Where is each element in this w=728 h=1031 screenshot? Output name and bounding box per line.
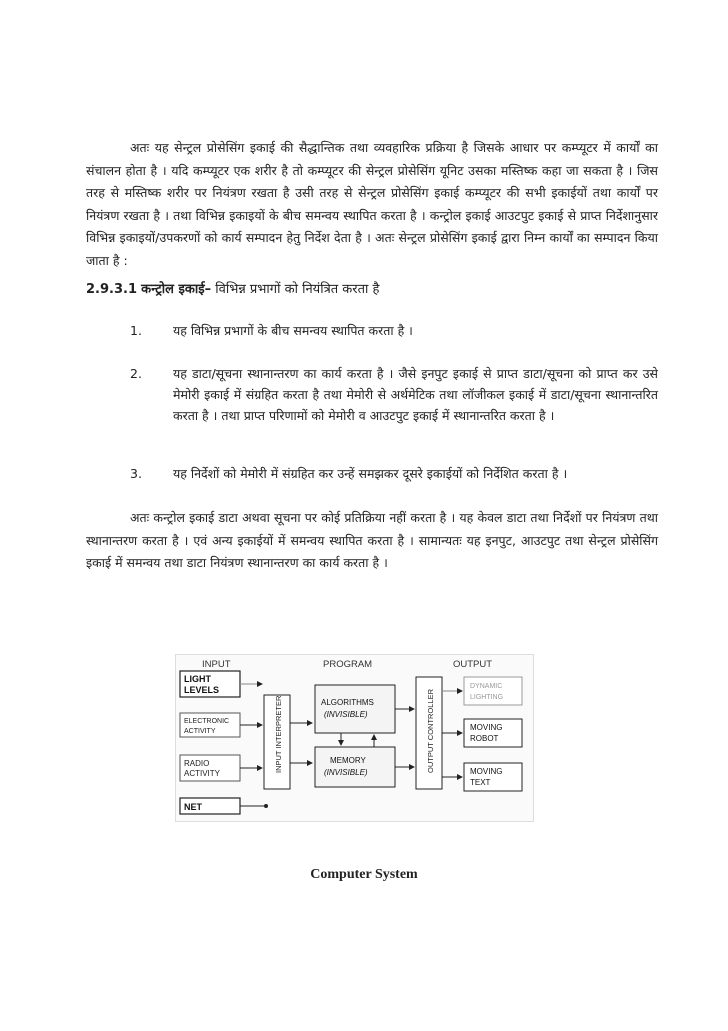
intro-paragraph: अतः यह सेन्ट्रल प्रोसेसिंग इकाई की सैद्धान्तिक तथा व्यवहारिक प्रक्रिया है जिसके आधार पर कम्प्यूटर में कार्यों का संचालन होता है । यदि कम्प्यूटर एक शरीर है तो कम्प्यूटर की सेन्ट्रल प्रोसेसिंग यूनिट उसका मस्तिष्क कहा जा सकता है । जिस तरह से मस्तिष्क शरीर पर नियंत्रण रखता है उसी तरह से सेन्ट्रल प्रोसेसिंग इकाई कम्प्यूटर की सभी इकाईयों तथा कार्यों पर नियंत्रण रखता है । तथा विभिन्न इकाइयों के बीच समन्वय स्थापित करता है । कन्ट्रोल इकाई आउटपुट इकाई से प्राप्त निर्देशानुसार विभिन्न इकाइयों/उपकरणों को कार्य सम्पादन हेतु निर्देश देता है । अतः सेन्ट्रल प्रोसेसिंग इकाई द्वारा निम्न कार्यों का सम्पादन किया जाता है :: [86, 140, 658, 268]
list-item: [130, 320, 658, 341]
list-text: यह डाटा/सूचना स्थानान्तरण का कार्य करता है । जैसे इनपुट इकाई से प्राप्त डाटा/सूचना को प्राप्त कर उसे मेमोरी इकाई में संग्रहित करता है तथा मेमोरी से अर्थमेटिक तथा लॉजीकल इकाई में डाटा/सूचना स्थानान्तरित करता है । तथा प्राप्त परिणामों को मेमोरी व आउटपुट इकाई में स्थानान्तरित करता है ।: [173, 366, 658, 423]
section-number: 2.9.3.1: [86, 282, 137, 297]
algorithms-box: [315, 685, 395, 733]
closing-paragraph: अतः कन्ट्रोल इकाई डाटा अथवा सूचना पर कोई प्रतिक्रिया नहीं करता है । यह केवल डाटा तथा निर्देशों पर नियंत्रण तथा स्थानान्तरण करता है । एवं अन्य इकाईयों में समन्वय स्थापित करता है । सामान्यतः यह इनपुट, आउटपुट तथा सेन्ट्रल प्रोसेसिंग इकाई में समन्वय तथा डाटा नियंत्रण स्थानान्तरण का कार्य करता है ।: [86, 510, 658, 570]
list-item: [130, 363, 658, 426]
section-title: कन्ट्रोल इकाई–: [141, 282, 212, 297]
header-output: OUTPUT: [453, 659, 493, 670]
output-label: TEXT: [470, 778, 491, 787]
output-label: MOVING: [470, 723, 503, 732]
input-label: RADIO: [184, 759, 210, 768]
memory-box: [315, 747, 395, 787]
input-label: ELECTRONIC: [184, 718, 230, 725]
figure-caption: Computer System: [310, 867, 418, 882]
list-number: 3.: [130, 466, 142, 481]
list-item: [130, 463, 658, 484]
input-label: LEVELS: [184, 685, 220, 695]
input-label: ACTIVITY: [184, 769, 221, 778]
algorithms-label: ALGORITHMS: [321, 698, 374, 707]
output-label: ROBOT: [470, 734, 499, 743]
input-label: NET: [184, 802, 202, 812]
section-heading: [86, 279, 379, 297]
memory-sub: (INVISIBLE): [324, 768, 368, 777]
list-text: यह निर्देशों को मेमोरी में संग्रहित कर उन्हें समझकर दूसरे इकाईयों को निर्देशित करता है ।: [173, 466, 568, 481]
computer-system-diagram: [175, 654, 534, 822]
output-label: LIGHTING: [470, 694, 504, 701]
algorithms-sub: (INVISIBLE): [324, 710, 368, 719]
header-input: INPUT: [202, 659, 231, 670]
list-number: 2.: [130, 366, 142, 381]
section-subtitle: विभिन्न प्रभागों को नियंत्रित करता है: [215, 282, 380, 297]
memory-label: MEMORY: [330, 756, 366, 765]
diagram-svg: [176, 655, 533, 821]
header-program: PROGRAM: [323, 659, 373, 670]
output-label: DYNAMIC: [470, 683, 503, 690]
list-text: यह विभिन्न प्रभागों के बीच समन्वय स्थापित करता है ।: [173, 323, 413, 338]
interpreter-label: INPUT INTERPRETER: [274, 695, 283, 773]
input-label: ACTIVITY: [184, 728, 216, 735]
list-number: 1.: [130, 323, 142, 338]
controller-label: OUTPUT CONTROLLER: [426, 688, 435, 773]
output-label: MOVING: [470, 767, 503, 776]
input-label: LIGHT: [184, 674, 211, 684]
